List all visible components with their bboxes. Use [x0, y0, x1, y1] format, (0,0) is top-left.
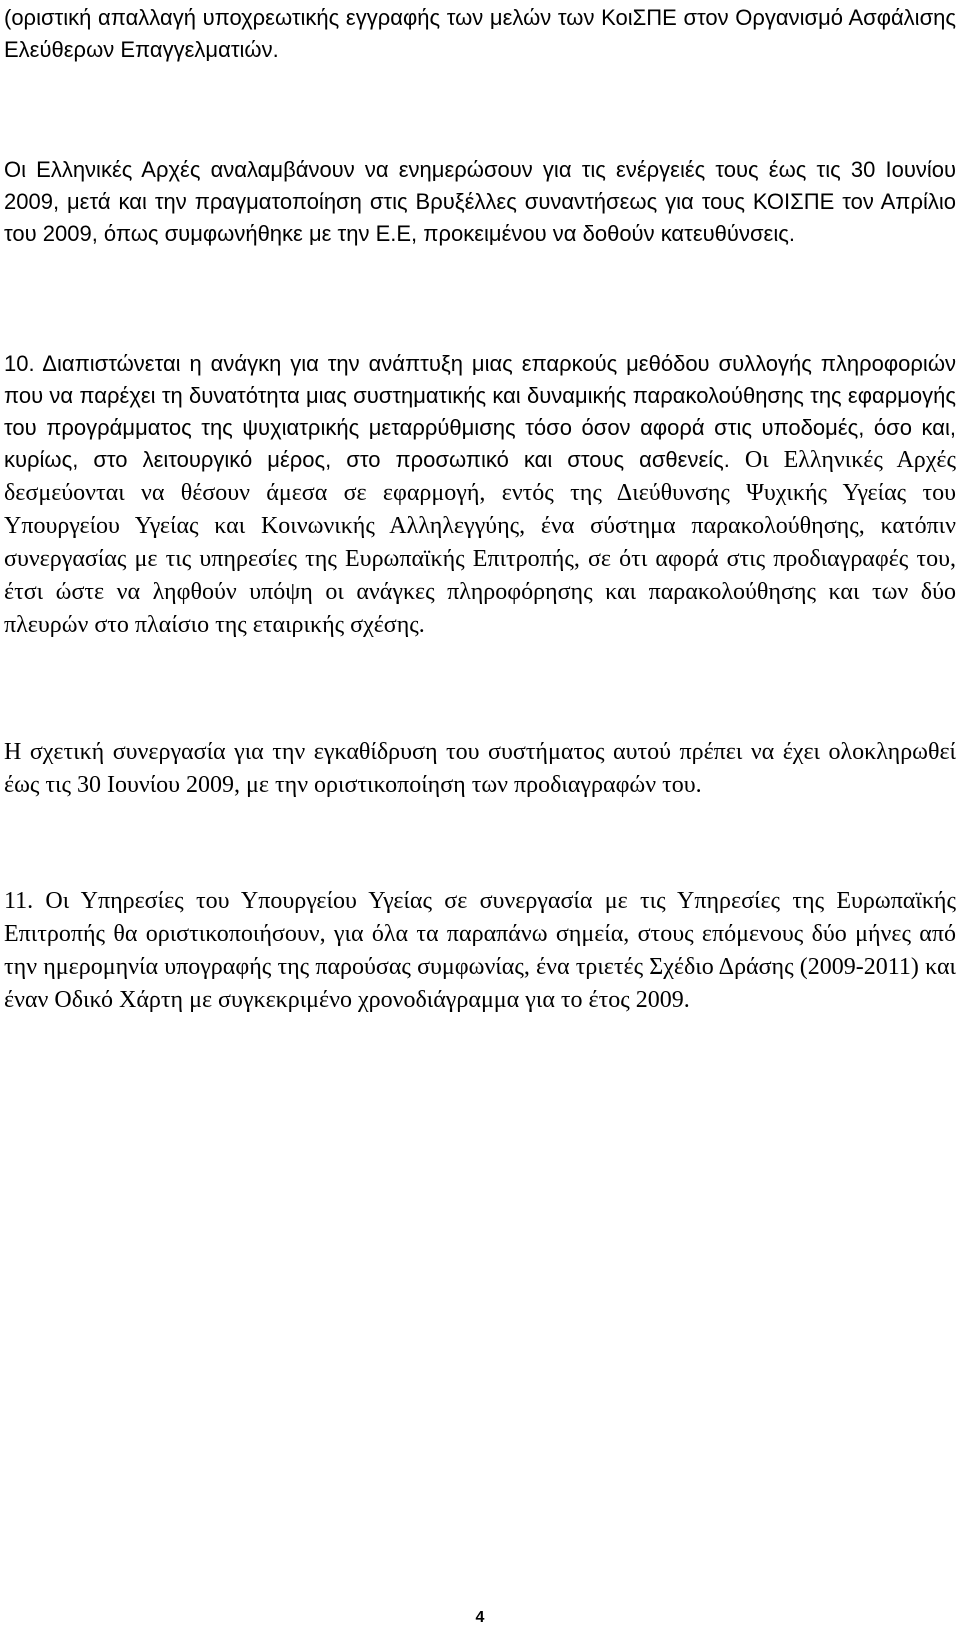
page-number: 4: [475, 1609, 485, 1626]
paragraph-item-11: 11. Οι Υπηρεσίες του Υπουργείου Υγείας σε συνεργασία με τις Υπηρεσίες της Ευρωπαϊκής Επιτροπής θα οριστικοποιήσουν, για όλα τα παραπάνω σημεία, στους επόμενους δύο μήνες από την ημερομηνία υπογραφής της παρούσας συμφωνίας, ένα τριετές Σχέδιο Δράσης (2009-2011) και έναν Οδικό Χάρτη με συγκεκριμένο χρονοδιάγραμμα για το έτος 2009.: [4, 888, 956, 1013]
paragraph-item-10-serif: Οι Ελληνικές Αρχές δεσμεύονται να θέσουν άμεσα σε εφαρμογή, εντός της Διεύθυνσης Ψυχικής Υγείας του Υπουργείου Υγείας και Κοινωνικής Αλληλεγγύης, ένα σύστημα παρακολούθησης, κατόπιν συνεργασίας με τις υπηρεσίες της Ευρωπαϊκής Επιτροπής, σε ότι αφορά στις προδιαγραφές του, έτσι ώστε να ληφθούν υπόψη οι ανάγκες πληροφόρησης και παρακολούθησης και των δύο πλευρών στο πλαίσιο της εταιρικής σχέσης.: [4, 447, 956, 638]
paragraph-item-10: [4, 348, 956, 642]
paragraph-cooperation: Η σχετική συνεργασία για την εγκαθίδρυση του συστήματος αυτού πρέπει να έχει ολοκληρωθεί έως τις 30 Ιουνίου 2009, με την οριστικοποίηση των προδιαγραφών του.: [4, 739, 956, 798]
paragraph-greek-authorities-update: Οι Ελληνικές Αρχές αναλαμβάνουν να ενημερώσουν για τις ενέργειές τους έως τις 30 Ιουνίου 2009, μετά και την πραγματοποίηση στις Βρυξέλλες συναντήσεως για τους ΚΟΙΣΠΕ τον Απρίλιο του 2009, όπως συμφωνήθηκε με την Ε.Ε, προκειμένου να δοθούν κατευθύνσεις.: [4, 157, 956, 246]
paragraph-item-10-sans: 10. Διαπιστώνεται η ανάγκη για την ανάπτυξη μιας επαρκούς μεθόδου συλλογής πληροφοριών που να παρέχει τη δυνατότητα μιας συστηματικής και δυναμικής παρακολούθησης της εφαρμογής του προγράμματος της ψυχιατρικής μεταρρύθμισης τόσο όσον αφορά στις υποδομές, όσο και, κυρίως, στο λειτουργικό μέρος, στο προσωπικό και στους ασθενείς.: [4, 351, 956, 472]
paragraph-exemption: (οριστική απαλλαγή υποχρεωτικής εγγραφής των μελών των ΚοιΣΠΕ στον Οργανισμό Ασφάλισης Ελεύθερων Επαγγελματιών.: [4, 5, 956, 62]
